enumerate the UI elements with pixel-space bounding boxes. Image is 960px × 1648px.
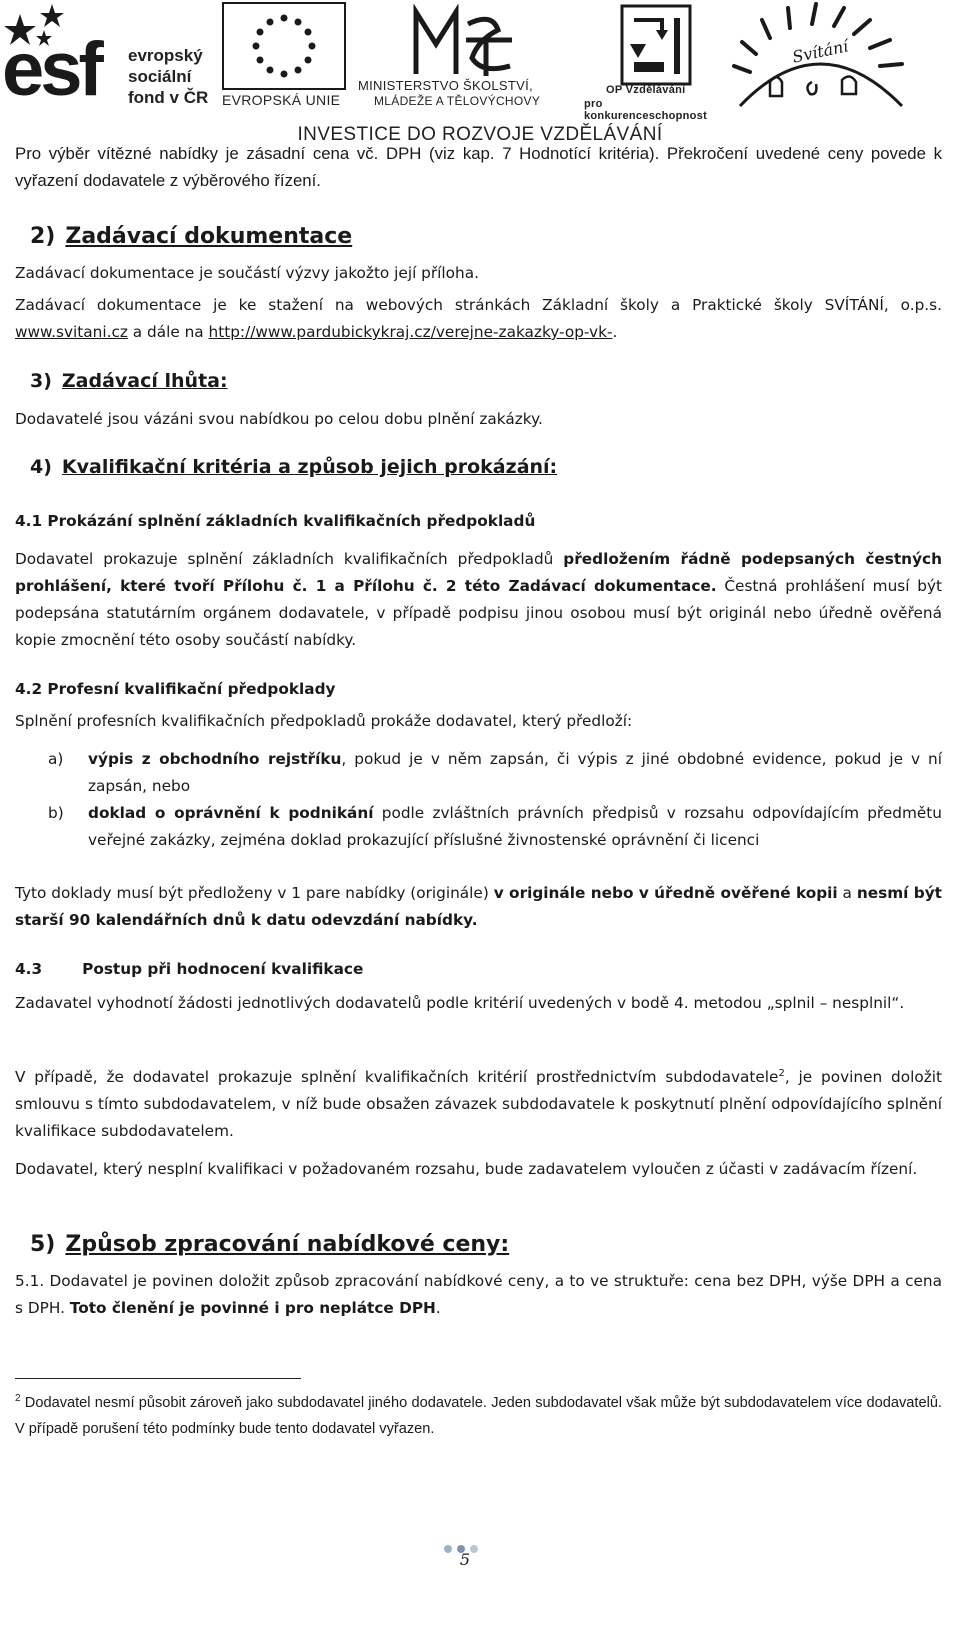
- section-5-text-end: .: [435, 1299, 441, 1317]
- section-2-heading: [30, 224, 352, 249]
- subsection-4-3-p3-text: Dodavatel, který nesplní kvalifikaci v požadovaném rozsahu, bude zadavatelem vyloučen z účasti v zadávacím řízení.: [15, 1160, 918, 1178]
- subsection-4-3-p2-text-b: , je povinen doložit smlouvu s tímto subdodavatelem, v níž bude obsažen závazek subdodavatele k poskytnutí plnění odpovídajícího splnění kvalifikace subdodavatelem.: [15, 1068, 942, 1140]
- list-item-b: [48, 800, 942, 854]
- op-emblem-icon: [620, 4, 692, 86]
- list-item-a-body: [88, 746, 942, 800]
- section-3-heading: [30, 370, 228, 392]
- section-5-text-a: 5.1. Dodavatel je povinen doložit způsob zpracování nabídkové ceny, a to ve struktuře: cena bez DPH, výše DPH a cena s DPH.: [15, 1272, 942, 1317]
- subsection-4-3-p1-text: Zadavatel vyhodnotí žádosti jednotlivých dodavatelů podle kritérií uvedených v bodě 4. metodou „splnil – nesplnil“.: [15, 994, 905, 1012]
- section-3-p1: [15, 406, 942, 433]
- intro-paragraph: [15, 140, 942, 194]
- subsection-4-3-p3: [15, 1156, 942, 1183]
- subsection-4-3-p2-text-a: V případě, že dodavatel prokazuje splnění kvalifikačních kritérií prostřednictvím subdodavatele: [15, 1068, 779, 1086]
- intro-text: Pro výběr vítězné nabídky je zásadní cena vč. DPH (viz kap. 7 Hodnotící kritéria). Překročení uvedené ceny povede k vyřazení dodavatele z výběrového řízení.: [15, 144, 942, 190]
- pardubickykraj-link[interactable]: http://www.pardubickykraj.cz/verejne-zakazky-op-vk-: [208, 323, 613, 341]
- op-line1: OP Vzdělávání: [606, 84, 686, 96]
- footnote-ref[interactable]: 2: [778, 1067, 785, 1079]
- section-5-number: 5): [30, 1232, 56, 1257]
- svitani-logo: [730, 2, 910, 110]
- subsection-4-2-text: Splnění profesních kvalifikačních předpokladů prokáže dodavatel, který předloží:: [15, 712, 633, 730]
- msmt-monogram-icon: [412, 4, 522, 78]
- esf-line2: sociální: [128, 67, 192, 86]
- section-2-p2: [15, 292, 942, 346]
- op-line2: pro konkurenceschopnost: [584, 98, 708, 122]
- subsection-4-1-text-a: Dodavatel prokazuje splnění základních kvalifikačních předpokladů: [15, 550, 564, 568]
- footnote-text: Dodavatel nesmí působit zároveň jako subdodavatel jiného dodavatele. Jeden subdodavatel však může být subdodavatelem více dodavatelů. V případě porušení této podmínky bude tento dodavatel vyřazen.: [15, 1395, 942, 1437]
- subsection-4-2-heading: 4.2 Profesní kvalifikační předpoklady: [15, 680, 336, 698]
- svitani-link[interactable]: www.svitani.cz: [15, 323, 128, 341]
- section-5-paragraph: [15, 1268, 942, 1322]
- documents-text-b: v originále nebo v úředně ověřené kopii: [493, 884, 838, 902]
- subsection-4-2-documents: [15, 880, 942, 934]
- eu-flag-icon: [222, 2, 346, 90]
- subsection-4-3-number: 4.3: [15, 960, 43, 978]
- subsection-4-1-heading: 4.1 Prokázání splnění základních kvalifikačních předpokladů: [15, 512, 536, 530]
- section-3-number: 3): [30, 370, 52, 392]
- subsection-4-1-paragraph: [15, 546, 942, 654]
- investice-banner: INVESTICE DO ROZVOJE VZDĚLÁVÁNÍ: [297, 124, 663, 145]
- esf-letters: esf: [2, 27, 100, 112]
- section-2-title: Zadávací dokumentace: [65, 224, 353, 249]
- list-item-a: [48, 746, 942, 800]
- subsection-4-1-text-c: Čestná prohlášení musí být podepsána statutárním orgánem dodavatele, v případě podpisu jinou osobou musí být originál nebo úředně ověřená kopie zmocnění této osoby součástí nabídky.: [15, 577, 942, 649]
- section-3-p1-text: Dodavatelé jsou vázáni svou nabídkou po celou dobu plnění zakázky.: [15, 410, 543, 428]
- svitani-script: Svítání: [790, 36, 850, 67]
- subsection-4-2-paragraph: [15, 708, 942, 735]
- list-item-b-body: [88, 800, 942, 854]
- msmt-line1: MINISTERSTVO ŠKOLSTVÍ,: [358, 78, 533, 93]
- section-4-heading: [30, 456, 557, 478]
- section-4-title: Kvalifikační kritéria a způsob jejich prokázání:: [61, 456, 558, 478]
- subsection-4-3-heading: [15, 960, 363, 978]
- msmt-line2: MLÁDEŽE A TĚLOVÝCHOVY: [374, 94, 541, 108]
- section-4-number: 4): [30, 456, 52, 478]
- subsection-4-3-p1: [15, 990, 942, 1017]
- esf-logo: [0, 0, 215, 112]
- footnote: [15, 1390, 942, 1442]
- section-2-p2-end: .: [612, 323, 618, 341]
- esf-line3: fond v ČR: [128, 88, 209, 107]
- section-2-p1-text: Zadávací dokumentace je součástí výzvy jakožto její příloha.: [15, 264, 479, 282]
- documents-text-a: Tyto doklady musí být předloženy v 1 pare nabídky (originále): [15, 884, 494, 902]
- list-item-b-rest: podle zvláštních právních předpisů v rozsahu odpovídajícím předmětu veřejné zakázky, zejména doklad prokazující příslušné živnostenské oprávnění či licenci: [88, 804, 942, 849]
- list-item-b-marker: b): [48, 804, 64, 822]
- msmt-logo: [352, 0, 584, 112]
- list-item-a-bold: výpis z obchodního rejstříku: [88, 750, 342, 768]
- section-2-p2-text: Zadávací dokumentace je ke stažení na webových stránkách Základní školy a Praktické školy SVÍTÁNÍ, o.p.s.: [15, 296, 942, 314]
- list-item-a-rest: , pokud je v něm zapsán, či výpis z jiné obdobné evidence, pokud je v ní zapsán, nebo: [88, 750, 942, 795]
- section-2-p2-mid: a dále na: [127, 323, 209, 341]
- section-5-title: Způsob zpracování nabídkové ceny:: [65, 1232, 510, 1257]
- page-dots-icon: [444, 1540, 486, 1550]
- section-5-text-bold: Toto členění je povinné i pro neplátce DPH: [69, 1299, 436, 1317]
- section-3-title: Zadávací lhůta:: [61, 370, 228, 392]
- footnote-number: 2: [15, 1393, 21, 1405]
- documents-text-d: nesmí být starší 90 kalendářních dnů k datu odevzdání nabídky.: [15, 884, 942, 929]
- section-2-number: 2): [30, 224, 56, 249]
- op-logo: [584, 4, 720, 122]
- footnote-divider: [15, 1378, 301, 1379]
- subsection-4-3-p2: [15, 1064, 942, 1145]
- subsection-4-1-text-bold: předložením řádně podepsaných čestných prohlášení, které tvoří Přílohu č. 1 a Přílohu č. 2 této Zadávací dokumentace.: [15, 550, 943, 595]
- subsection-4-3-title: Postup při hodnocení kvalifikace: [82, 960, 364, 978]
- esf-line1: evropský: [128, 46, 203, 65]
- page-number: 5: [459, 1550, 471, 1569]
- section-5-heading: [30, 1232, 509, 1257]
- eu-caption: EVROPSKÁ UNIE: [222, 92, 341, 108]
- list-item-a-marker: a): [48, 750, 64, 768]
- section-2-p1: [15, 260, 942, 287]
- documents-text-c: a: [837, 884, 857, 902]
- list-item-b-bold: doklad o oprávnění k podnikání: [88, 804, 374, 822]
- eu-logo: [222, 2, 346, 110]
